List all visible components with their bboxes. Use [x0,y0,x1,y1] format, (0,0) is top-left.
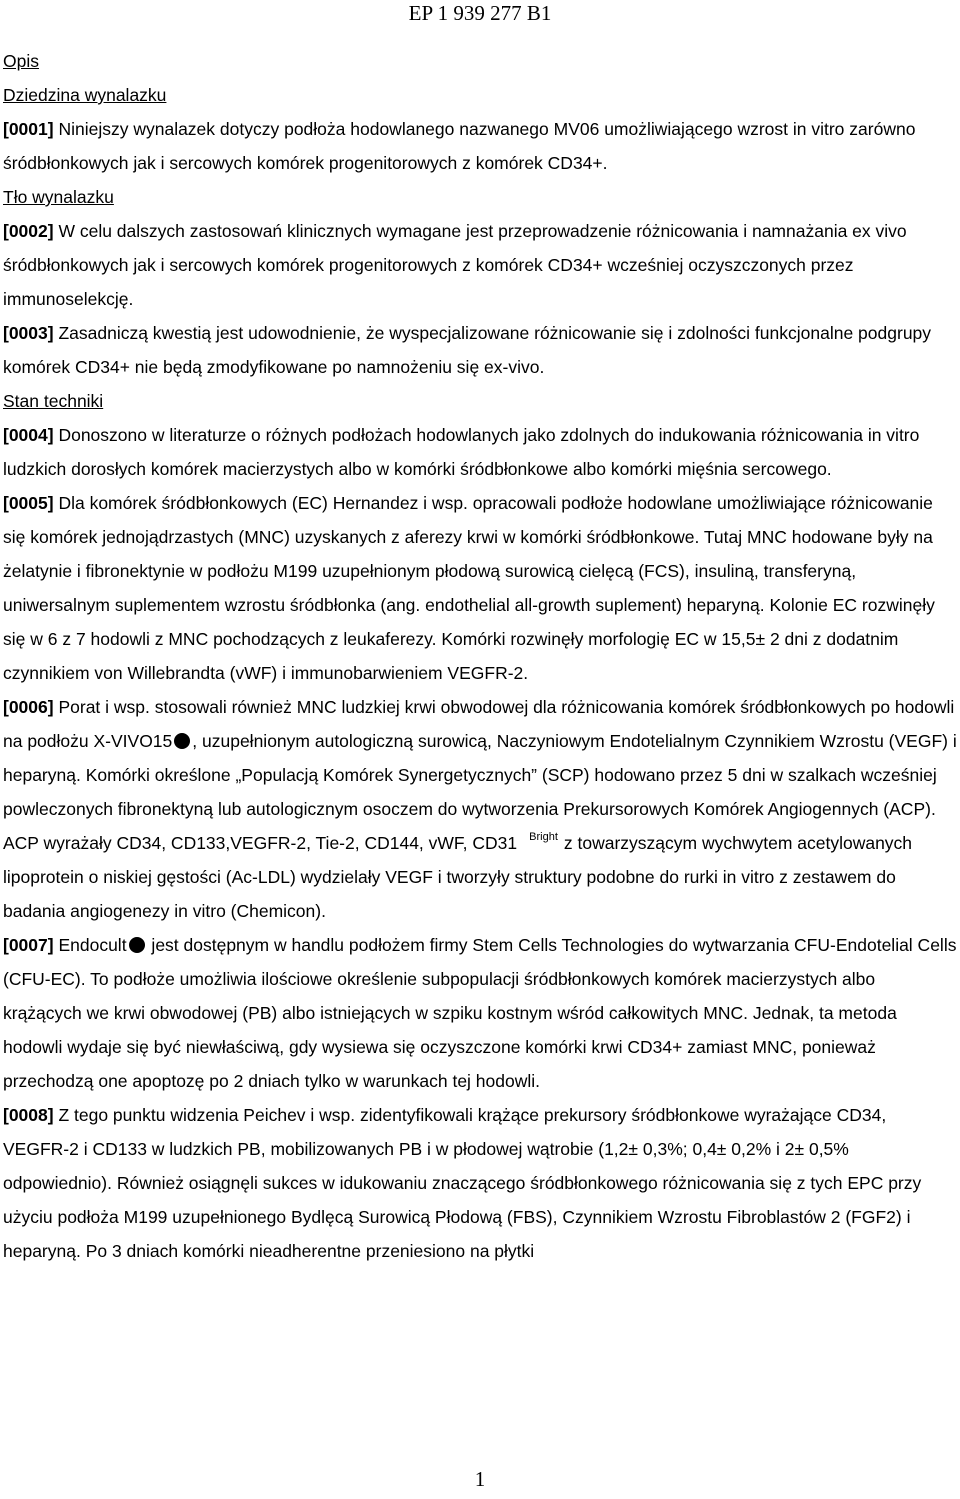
paragraph-text: Niniejszy wynalazek dotyczy podłoża hodowlanego nazwanego MV06 umożliwiającego wzrost in vitro zarówno śródbłonkowych jak i sercowych komórek progenitorowych z komórek CD34+. [3,119,916,173]
registered-trademark-icon [174,733,190,749]
page-number: 1 [474,1467,486,1491]
paragraph-text: Dla komórek śródbłonkowych (EC) Hernandez i wsp. opracowali podłoże hodowlane umożliwiające różnicowanie się komórek jednojądrzastych (MNC) uzyskanych z aferezy krwi w komórki śródbłonkowe. Tutaj MNC hodowane były na żelatynie i fibronektynie w podłożu M199 uzupełnionym płodową surowicą cielęcą (FCS), insuliną, transferyną, uniwersalnym suplementem wzrostu śródbłonka (ang. endothelial all-growth suplement) heparyną. Kolonie EC rozwinęły się w 6 z 7 hodowli z MNC pochodzących z leukaferezy. Komórki rozwinęły morfologię EC w 15,5± 2 dni z dodatnim czynnikiem von Willebrandta (vWF) i immunobarwieniem VEGFR-2. [3,493,935,683]
paragraph-text: Z tego punktu widzenia Peichev i wsp. zidentyfikowali krążące prekursory śródbłonkowe wyrażające CD34, VEGFR-2 i CD133 w ludzkich PB, mobilizowanych PB i w płodowej wątrobie (1,2± 0,3%; 0,4± 0,2% i 2± 0,5% odpowiednio). Również osiągnęli sukces w idukowaniu znaczącego śródbłonkowego różnicowania się z tych EPC przy użyciu podłoża M199 uzupełnionego Bydlęcą Surowicą Płodową (FBS), Czynnikiem Wzrostu Fibroblastów 2 (FGF2) i heparyną. Po 3 dniach komórki nieadherentne przeniesiono na płytki [3,1105,922,1261]
section-heading-field [3,78,957,112]
paragraph-text: Porat i wsp. stosowali również MNC ludzkiej krwi obwodowej dla różnicowania komórek śródbłonkowych po hodowli na podłożu X-VIVO15 [3,697,955,751]
paragraph-number: [0001] [3,119,54,139]
paragraph-0003 [3,316,957,384]
paragraph-text: z towarzyszącym wychwytem acetylowanych lipoprotein o niskiej gęstości (Ac-LDL) wydzielały VEGF i tworzyły struktury podobne do rurki in vitro z zestawem do badania angiogenezy in vitro (Chemicon). [3,833,913,921]
paragraph-text: Endocult [53,935,127,955]
paragraph-0002 [3,214,957,316]
patent-number-header: EP 1 939 277 B1 [408,1,552,25]
paragraph-number: [0008] [3,1105,54,1125]
paragraph-text: W celu dalszych zastosowań klinicznych wymagane jest przeprowadzenie różnicowania i namnażania ex vivo śródbłonkowych jak i sercowych komórek progenitorowych z komórek CD34+ wcześniej oczyszczonych przez immunoselekcję. [3,221,907,309]
paragraph-text: jest dostępnym w handlu podłożem firmy Stem Cells Technologies do wytwarzania CFU-Endotelial Cells (CFU-EC). To podłoże umożliwia ilościowe określenie subpopulacji śródbłonkowych komórek macierzystych albo krążących we krwi obwodowej (PB) albo istniejących w szpiku kostnym wśród całkowitych MNC. Jednak, ta metoda hodowli wydaje się być niewłaściwą, gdy wysiewa się oczyszczone komórki krwi CD34+ zamiast MNC, ponieważ przechodzą one apoptozę po 2 dniach tylko w warunkach tej hodowli. [3,935,957,1091]
paragraph-number: [0003] [3,323,54,343]
paragraph-number: [0006] [3,697,54,717]
paragraph-number: [0007] [3,935,54,955]
paragraph-0008 [3,1098,957,1268]
registered-trademark-icon [129,937,145,953]
section-heading-opis [3,44,957,78]
superscript-bright: Bright [529,831,558,843]
paragraph-0006 [3,690,957,928]
paragraph-text: Zasadniczą kwestią jest udowodnienie, że wyspecjalizowane różnicowanie się i zdolności funkcjonalne podgrupy komórek CD34+ nie będą zmodyfikowane po namnożeniu się ex-vivo. [3,323,932,377]
section-heading-background [3,180,957,214]
heading-text: Dziedzina wynalazku [3,85,167,105]
paragraph-number: [0004] [3,425,54,445]
paragraph-text: , uzupełnionym autologiczną surowicą, Naczyniowym Endotelialnym Czynnikiem Wzrostu (VEGF) i heparyną. Komórki określone „Populacją Komórek Synergetycznych” (SCP) hodowano przez 5 dni w szalkach wcześniej powleczonych fibronektyną lub autologicznym osoczem do wytworzenia Prekursorowych Komórek Angiogennych (ACP). ACP wyrażały CD34, CD133,VEGFR-2, Tie-2, CD144, vWF, CD31 [3,731,957,853]
heading-text: Opis [3,51,39,71]
paragraph-number: [0005] [3,493,54,513]
section-heading-prior-art [3,384,957,418]
paragraph-number: [0002] [3,221,54,241]
paragraph-0005 [3,486,957,690]
paragraph-0007 [3,928,957,1098]
document-body [3,44,957,1268]
heading-text: Stan techniki [3,391,104,411]
paragraph-0004 [3,418,957,486]
paragraph-0001 [3,112,957,180]
heading-text: Tło wynalazku [3,187,114,207]
paragraph-text: Donoszono w literaturze o różnych podłożach hodowlanych jako zdolnych do indukowania różnicowania in vitro ludzkich dorosłych komórek macierzystych albo w komórki śródbłonkowe albo komórki mięśnia sercowego. [3,425,920,479]
